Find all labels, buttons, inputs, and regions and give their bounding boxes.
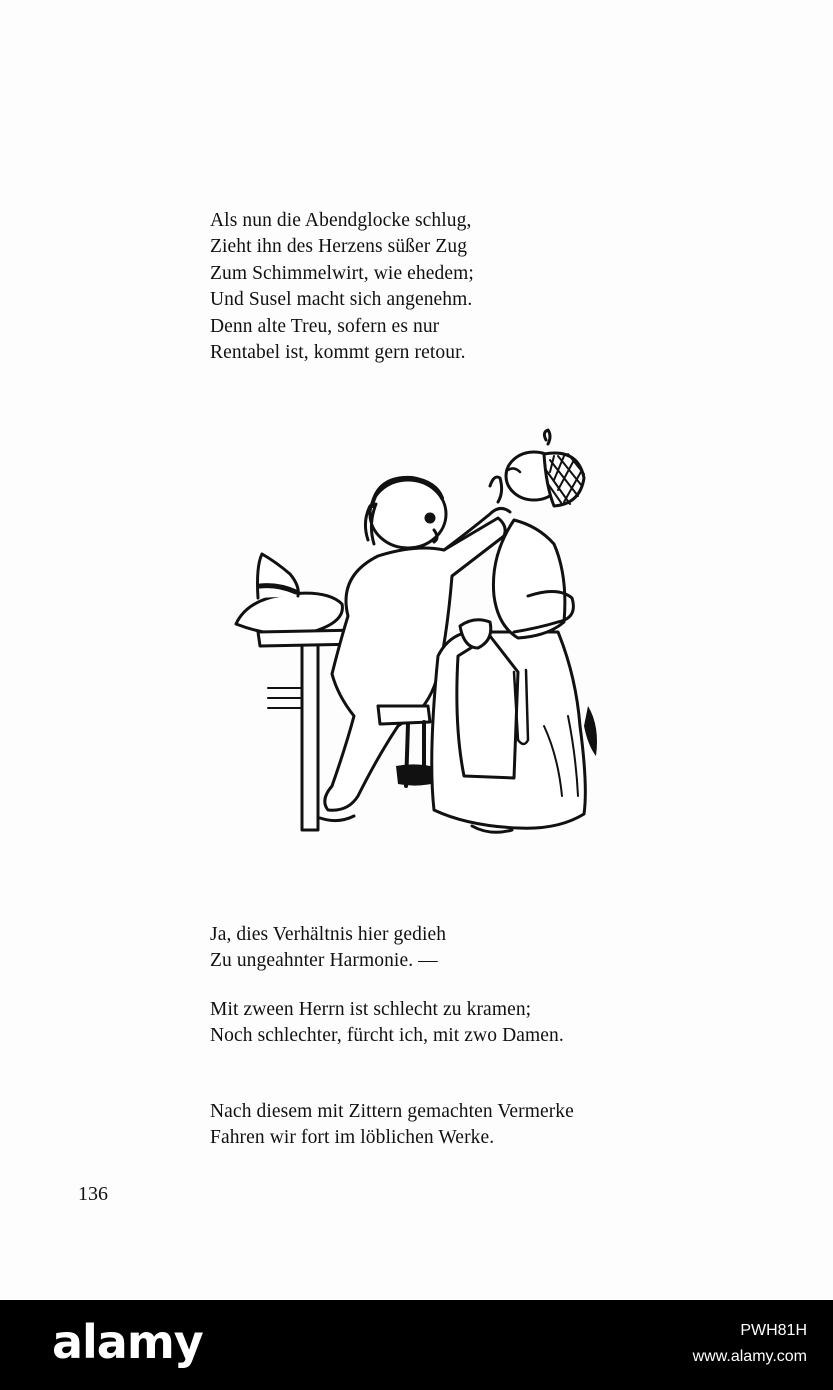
site-url: www.alamy.com (692, 1348, 807, 1365)
watermark-footer (0, 1300, 833, 1390)
verse-line: Als nun die Abendglocke schlug, (210, 210, 472, 231)
verse-line: Zieht ihn des Herzens süßer Zug (210, 236, 468, 258)
stanza-2 (210, 922, 446, 975)
verse-line: Ja, dies Verhältnis hier gedieh (210, 924, 447, 945)
verse-line: Noch schlechter, fürcht ich, mit zwo Damen. (210, 1025, 564, 1047)
stanza-1 (210, 208, 474, 366)
stanza-3 (210, 997, 564, 1050)
stanza-4 (210, 1099, 574, 1152)
verse-line: Rentabel ist, kommt gern retour. (210, 342, 466, 364)
verse-line: Fahren wir fort im löblichen Werke. (210, 1127, 495, 1149)
verse-line: Und Susel macht sich angenehm. (210, 289, 473, 311)
verse-line: Mit zween Herrn ist schlecht zu kramen; (210, 999, 532, 1020)
verse-line: Nach diesem mit Zittern gemachten Vermerke (210, 1101, 574, 1122)
couple-embrace-illustration (228, 426, 608, 844)
verse-line: Zu ungeahnter Harmonie. — (210, 950, 438, 972)
brand-logo: alamy (52, 1315, 203, 1369)
verse-line: Zum Schimmelwirt, wie ehedem; (210, 262, 474, 284)
stock-image-id: PWH81H (740, 1322, 807, 1339)
page-number: 136 (78, 1183, 108, 1205)
verse-line: Denn alte Treu, sofern es nur (210, 315, 440, 337)
